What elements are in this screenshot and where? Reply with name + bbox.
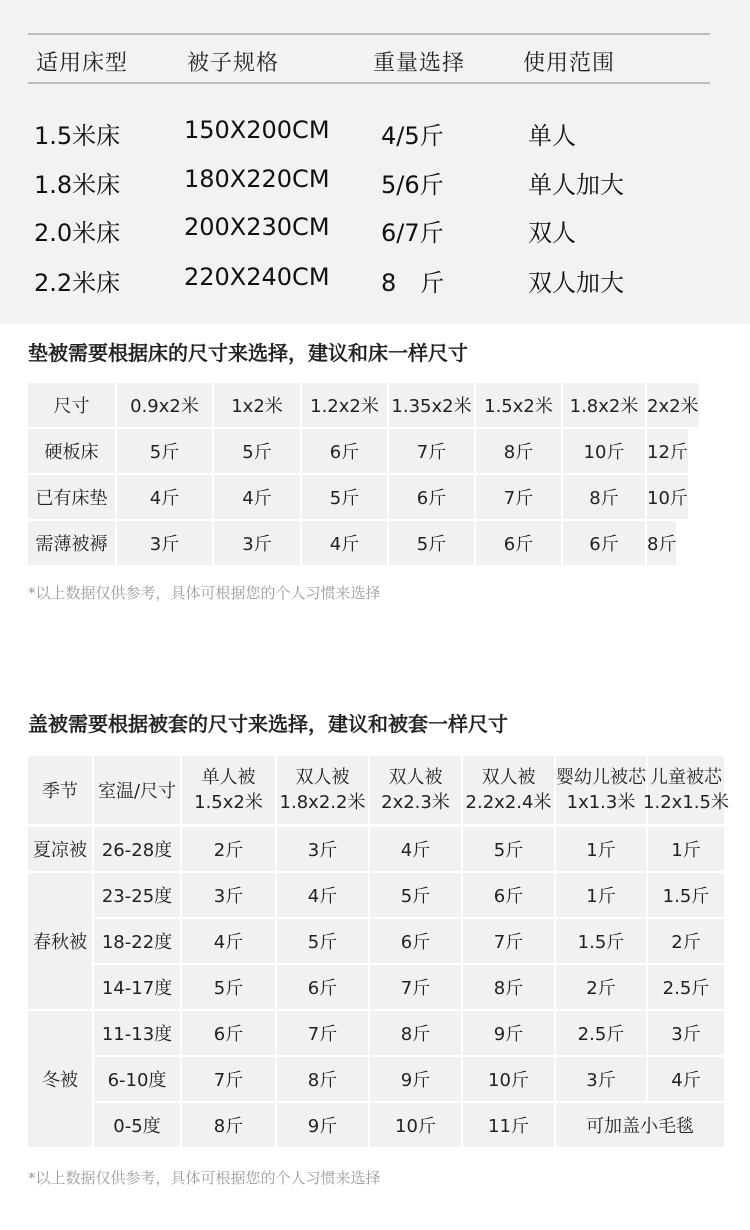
quilt-type-label: 双人被	[295, 767, 350, 788]
usage-cell: 双人	[528, 219, 576, 247]
temperature-range-cell: 18-22度	[94, 919, 180, 963]
quilt-spec-cell: 200X230CM	[184, 213, 330, 241]
temperature-range-cell: 6-10度	[94, 1057, 180, 1101]
weight-cell: 1.5斤	[648, 873, 724, 917]
quilt-type-label: 双人被	[388, 767, 443, 788]
weight-cell: 5斤	[277, 919, 368, 963]
size-column-header: 1x2米	[214, 383, 300, 427]
quilt-table-heading: 盖被需要根据被套的尺寸来选择，建议和被套一样尺寸	[28, 712, 508, 736]
weight-cell: 1.5斤	[556, 919, 646, 963]
header-weight: 重量选择	[373, 51, 466, 76]
weight-cell: 6斤	[476, 521, 561, 565]
weight-cell: 6斤	[563, 521, 645, 565]
mattress-table-heading: 垫被需要根据床的尺寸来选择，建议和床一样尺寸	[28, 341, 468, 365]
weight-cell: 8斤	[563, 475, 645, 519]
header-rule	[28, 82, 710, 84]
season-header-cell: 季节	[28, 756, 92, 824]
header-quilt-spec: 被子规格	[187, 51, 280, 76]
quilt-size-label: 1.8x2.2米	[279, 792, 366, 813]
size-header-cell: 尺寸	[28, 383, 115, 427]
weight-cell: 11斤	[463, 1103, 554, 1147]
weight-cell: 8斤	[277, 1057, 368, 1101]
weight-cell: 9斤	[463, 1011, 554, 1055]
weight-cell: 7斤	[463, 919, 554, 963]
weight-cell: 1斤	[648, 827, 724, 871]
bed-type-cell: 1.8米床	[34, 171, 121, 199]
weight-cell: 2.5斤	[556, 1011, 646, 1055]
weight-cell: 7斤	[370, 965, 461, 1009]
weight-cell: 12斤	[647, 429, 688, 473]
temperature-header-cell: 室温/尺寸	[94, 756, 180, 824]
quilt-column-header	[370, 756, 461, 824]
usage-cell: 双人加大	[528, 269, 624, 297]
weight-cell: 6斤	[182, 1011, 275, 1055]
weight-cell: 3斤	[117, 521, 212, 565]
weight-cell: 3斤	[214, 521, 300, 565]
season-label: 春秋被	[28, 873, 92, 1009]
quilt-spec-cell: 180X220CM	[184, 165, 330, 193]
quilt-spec-cell: 220X240CM	[184, 263, 330, 291]
weight-cell: 1斤	[556, 873, 646, 917]
mattress-note: *以上数据仅供参考，具体可根据您的个人习惯来选择	[28, 584, 381, 602]
weight-cell: 9斤	[277, 1103, 368, 1147]
weight-cell: 8斤	[647, 521, 676, 565]
weight-cell: 7斤	[277, 1011, 368, 1055]
size-column-header: 1.5x2米	[476, 383, 561, 427]
weight-cell: 5斤	[463, 827, 554, 871]
weight-cell: 5斤	[370, 873, 461, 917]
weight-cell: 6斤	[370, 919, 461, 963]
weight-cell: 5斤	[214, 429, 300, 473]
quilt-column-header	[643, 756, 729, 824]
weight-cell: 4斤	[214, 475, 300, 519]
size-guide-panel	[0, 0, 750, 324]
season-label: 冬被	[28, 1011, 92, 1147]
top-rule	[28, 33, 710, 35]
weight-cell: 10斤	[370, 1103, 461, 1147]
weight-cell: 4斤	[370, 827, 461, 871]
temperature-range-cell: 11-13度	[94, 1011, 180, 1055]
bed-type-cell: 2.0米床	[34, 219, 121, 247]
quilt-type-label: 婴幼儿被芯	[556, 767, 646, 788]
bed-condition-label: 已有床垫	[28, 475, 115, 519]
quilt-size-label: 1x1.3米	[566, 792, 636, 813]
weight-cell: 5斤	[389, 521, 474, 565]
weight-cell: 6/7斤	[381, 219, 444, 247]
size-column-header: 0.9x2米	[117, 383, 212, 427]
weight-cell: 8斤	[370, 1011, 461, 1055]
temperature-range-cell: 14-17度	[94, 965, 180, 1009]
weight-cell: 8斤	[476, 429, 561, 473]
weight-cell: 1斤	[556, 827, 646, 871]
weight-cell: 6斤	[277, 965, 368, 1009]
weight-cell: 10斤	[463, 1057, 554, 1101]
season-label: 夏凉被	[28, 827, 92, 871]
quilt-size-label: 2.2x2.4米	[465, 792, 552, 813]
weight-cell: 4斤	[302, 521, 387, 565]
weight-cell: 5/6斤	[381, 171, 444, 199]
size-column-header: 2x2米	[647, 383, 699, 427]
weight-cell: 5斤	[182, 965, 275, 1009]
weight-cell: 10斤	[647, 475, 688, 519]
temperature-range-cell: 23-25度	[94, 873, 180, 917]
bed-condition-label: 需薄被褥	[28, 521, 115, 565]
weight-cell: 7斤	[476, 475, 561, 519]
weight-cell: 4/5斤	[381, 122, 444, 150]
weight-cell: 3斤	[556, 1057, 646, 1101]
usage-cell: 单人	[528, 122, 576, 150]
quilt-type-label: 儿童被芯	[650, 767, 722, 788]
usage-cell: 单人加大	[528, 171, 624, 199]
temperature-range-cell: 26-28度	[94, 827, 180, 871]
weight-cell: 2斤	[648, 919, 724, 963]
extra-blanket-note-cell: 可加盖小毛毯	[556, 1103, 724, 1147]
weight-cell: 4斤	[648, 1057, 724, 1101]
bed-condition-label: 硬板床	[28, 429, 115, 473]
weight-cell: 2斤	[556, 965, 646, 1009]
weight-cell: 6斤	[389, 475, 474, 519]
quilt-size-label: 1.5x2米	[194, 792, 263, 813]
quilt-column-header	[182, 756, 275, 824]
weight-cell: 8斤	[463, 965, 554, 1009]
quilt-size-label: 2x2.3米	[381, 792, 450, 813]
weight-cell: 6斤	[302, 429, 387, 473]
quilt-spec-cell: 150X200CM	[184, 116, 330, 144]
size-column-header: 1.2x2米	[302, 383, 387, 427]
weight-cell: 9斤	[370, 1057, 461, 1101]
weight-cell: 2斤	[182, 827, 275, 871]
weight-cell: 3斤	[648, 1011, 724, 1055]
size-column-header: 1.8x2米	[563, 383, 645, 427]
weight-cell: 7斤	[182, 1057, 275, 1101]
quilt-column-header	[556, 756, 646, 824]
bed-type-cell: 2.2米床	[34, 269, 121, 297]
weight-cell: 4斤	[117, 475, 212, 519]
header-bed-type: 适用床型	[36, 51, 129, 76]
quilt-size-label: 1.2x1.5米	[643, 792, 729, 813]
weight-cell: 8 斤	[381, 269, 445, 297]
temperature-range-cell: 0-5度	[94, 1103, 180, 1147]
weight-cell: 3斤	[277, 827, 368, 871]
weight-cell: 5斤	[117, 429, 212, 473]
weight-cell: 2.5斤	[648, 965, 724, 1009]
header-usage: 使用范围	[523, 51, 616, 76]
weight-cell: 6斤	[463, 873, 554, 917]
bed-type-cell: 1.5米床	[34, 122, 121, 150]
weight-cell: 8斤	[182, 1103, 275, 1147]
weight-cell: 4斤	[277, 873, 368, 917]
quilt-column-header	[463, 756, 554, 824]
quilt-type-label: 双人被	[481, 767, 536, 788]
weight-cell: 7斤	[389, 429, 474, 473]
quilt-type-label: 单人被	[201, 767, 256, 788]
quilt-note: *以上数据仅供参考，具体可根据您的个人习惯来选择	[28, 1169, 381, 1187]
weight-cell: 10斤	[563, 429, 645, 473]
weight-cell: 3斤	[182, 873, 275, 917]
weight-cell: 5斤	[302, 475, 387, 519]
size-column-header: 1.35x2米	[389, 383, 474, 427]
weight-cell: 4斤	[182, 919, 275, 963]
quilt-column-header	[277, 756, 368, 824]
